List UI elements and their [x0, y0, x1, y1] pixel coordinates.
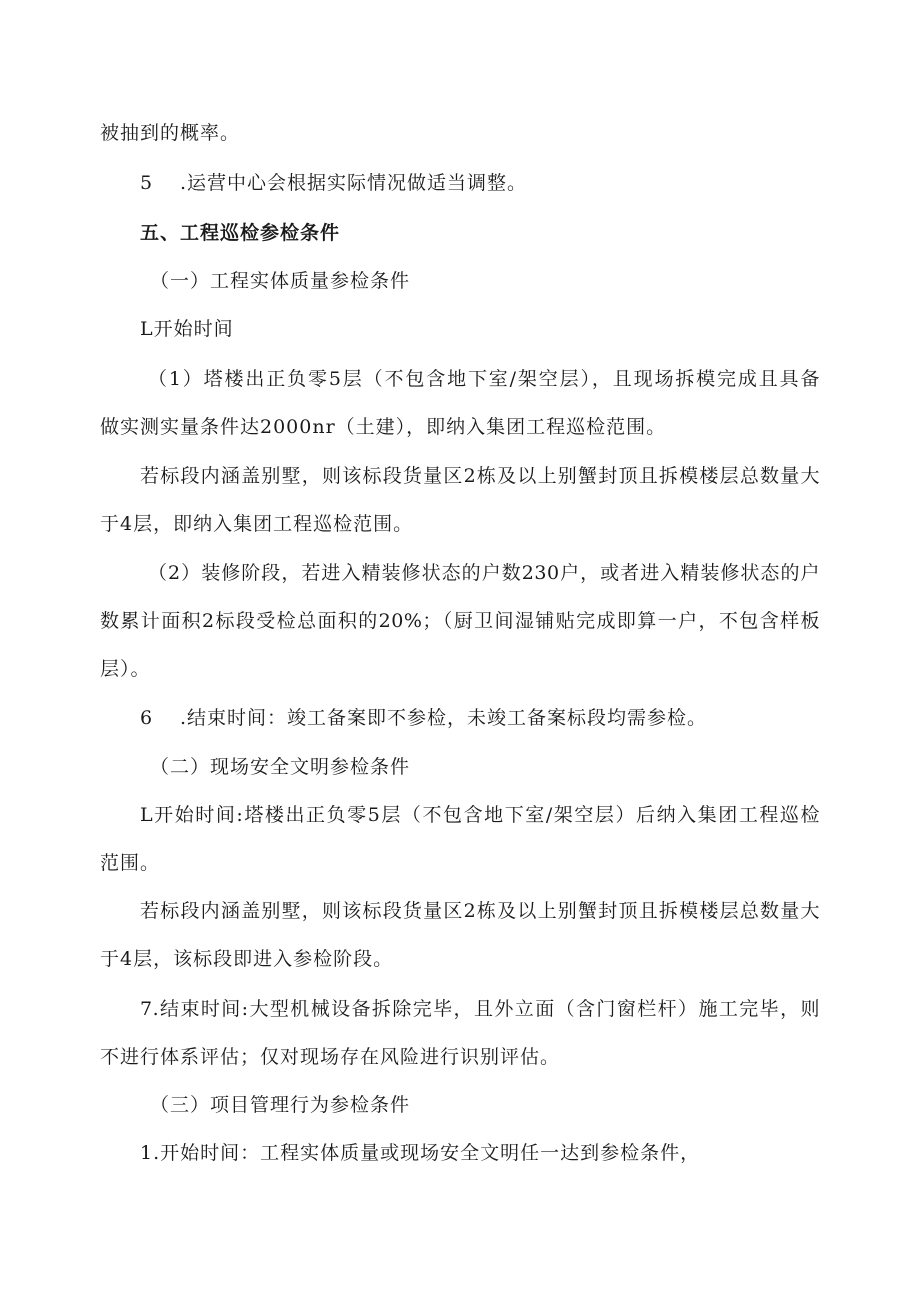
subsection-heading: （三）项目管理行为参检条件 — [150, 1094, 411, 1116]
item-number: 6 — [140, 707, 154, 729]
paragraph-line: 1.开始时间：工程实体质量或现场安全文明任一达到参检条件， — [140, 1142, 701, 1164]
item-number: 5 — [140, 172, 154, 194]
item-text: .运营中心会根据实际情况做适当调整。 — [180, 172, 528, 194]
numbered-item-5 — [140, 171, 527, 195]
item-text: .结束时间：竣工备案即不参检，未竣工备案标段均需参检。 — [180, 707, 708, 729]
subsection-heading: （一）工程实体质量参检条件 — [150, 270, 411, 292]
paragraph-line: L开始时间:塔楼出正负零5层（不包含地下室/架空层）后纳入集团工程巡检 — [140, 804, 820, 826]
paragraph-line: 若标段内涵盖别墅，则该标段货量区2栋及以上别蟹封顶且拆模楼层总数量大 — [140, 900, 820, 922]
paragraph-line: 若标段内涵盖别墅，则该标段货量区2栋及以上别蟹封顶且拆模楼层总数量大 — [140, 465, 820, 487]
paragraph-line: 7.结束时间:大型机械设备拆除完毕，且外立面（含门窗栏杆）施工完毕，则 — [140, 998, 820, 1020]
paragraph-line: 被抽到的概率。 — [100, 122, 241, 144]
section-heading: 五、工程巡检参检条件 — [140, 222, 341, 244]
subsection-heading: （二）现场安全文明参检条件 — [150, 756, 411, 778]
paragraph-line: （1）塔楼出正负零5层（不包含地下室/架空层），且现场拆模完成且具备 — [148, 368, 820, 390]
paragraph-line: L开始时间 — [140, 318, 234, 340]
paragraph-line: 于4层，即纳入集团工程巡检范围。 — [100, 513, 414, 535]
paragraph-line: 不进行体系评估；仅对现场存在风险进行识别评估。 — [100, 1046, 561, 1068]
paragraph-line: 数累计面积2标段受检总面积的20%；（厨卫间湿铺贴完成即算一户，不包含样板 — [100, 610, 820, 632]
paragraph-line: 范围。 — [100, 852, 161, 874]
numbered-item-6 — [140, 706, 707, 730]
paragraph-line: 于4层，该标段即进入参检阶段。 — [100, 948, 394, 970]
paragraph-line: 层）。 — [100, 658, 151, 680]
paragraph-line: 做实测实量条件达2000nr（土建），即纳入集团工程巡检范围。 — [100, 416, 667, 438]
paragraph-line: （2）装修阶段，若进入精装修状态的户数230户，或者进入精装修状态的户 — [148, 562, 820, 584]
